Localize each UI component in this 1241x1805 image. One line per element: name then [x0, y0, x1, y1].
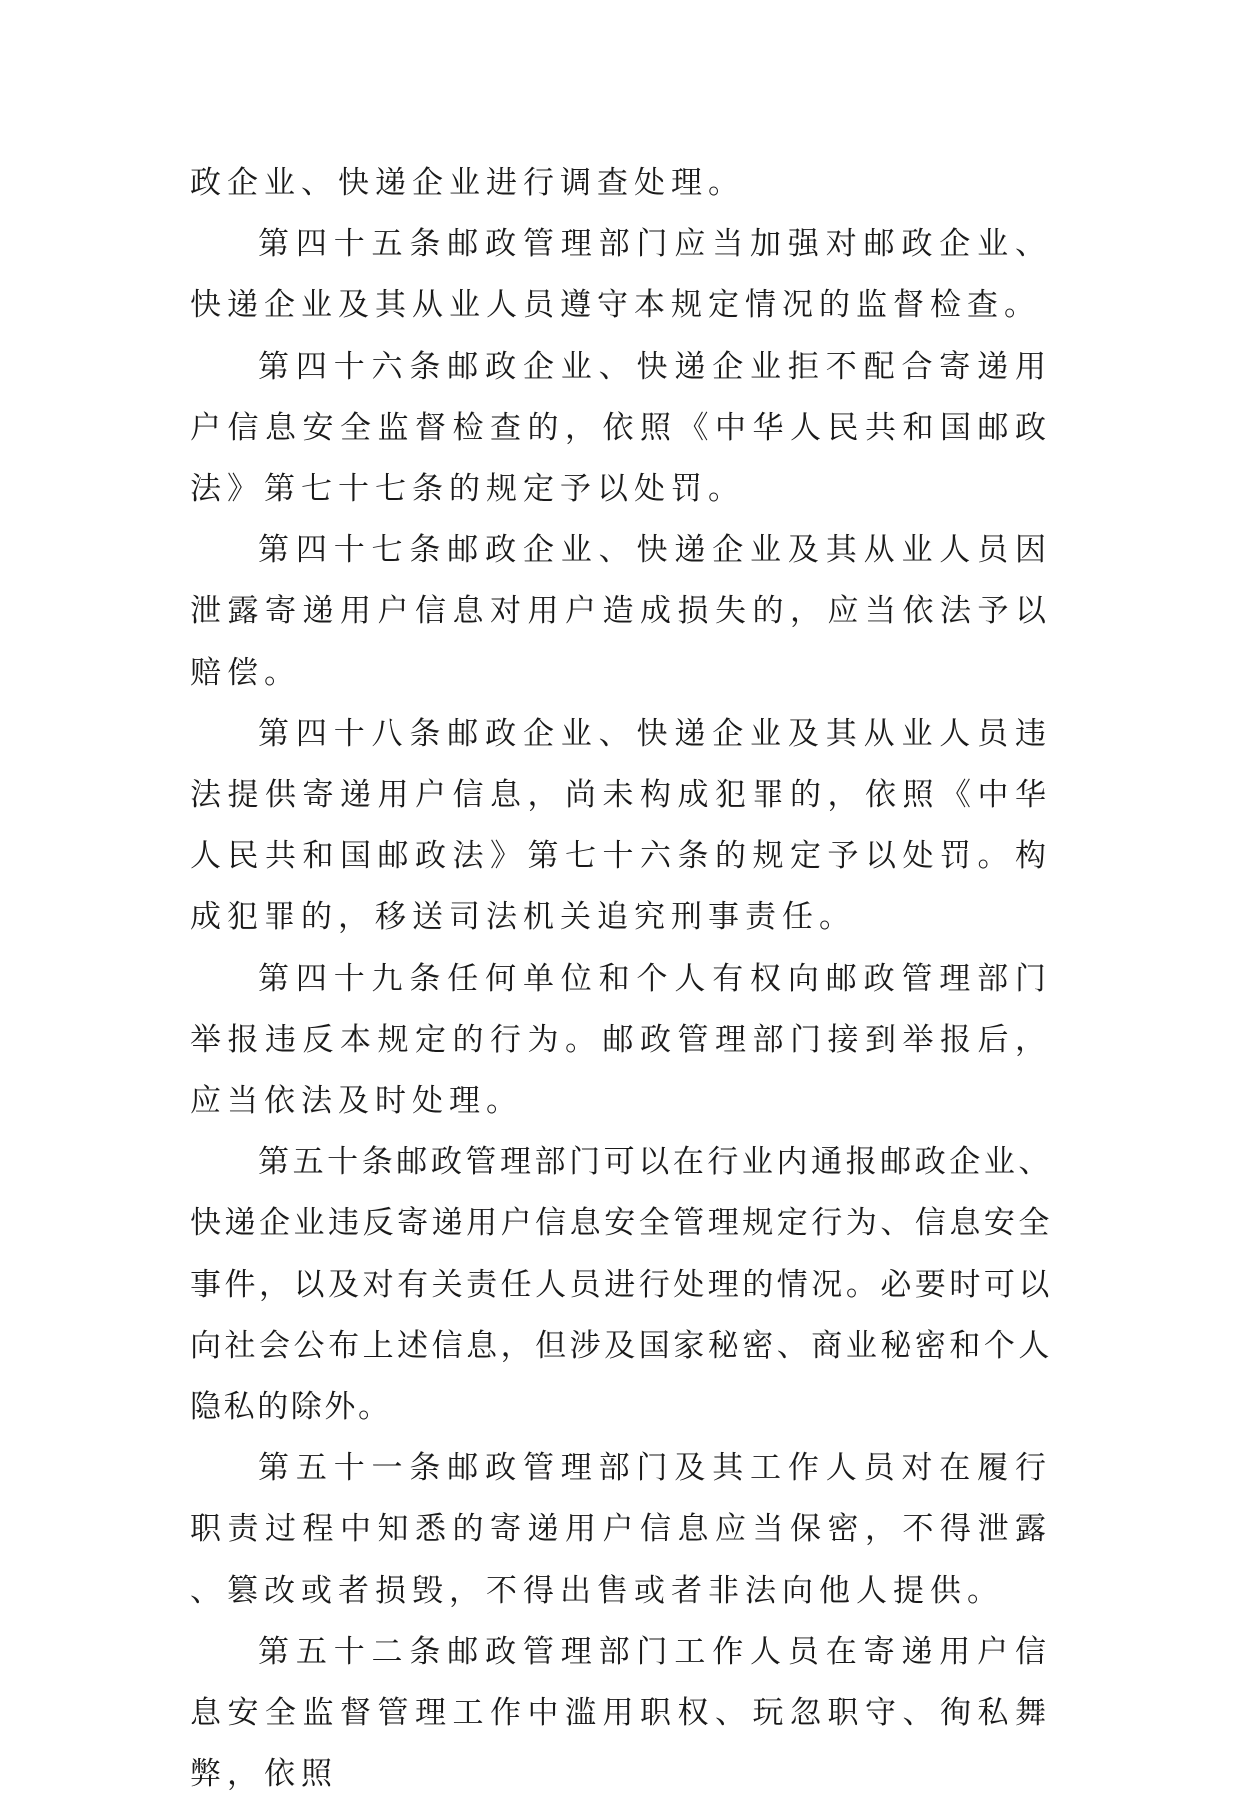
- article-50-paragraph: 第五十条邮政管理部门可以在行业内通报邮政企业、快递企业违反寄递用户信息安全管理规定行为、信息安全事件，以及对有关责任人员进行处理的情况。必要时可以向社会公布上述信息，但涉及国家秘密、商业秘密和个人隐私的除外。: [190, 1144, 1052, 1426]
- article-52-paragraph: 第五十二条邮政管理部门工作人员在寄递用户信息安全监督管理工作中滥用职权、玩忽职守、徇私舞弊，依照: [190, 1633, 1052, 1793]
- article-48-paragraph: 第四十八条邮政企业、快递企业及其从业人员违法提供寄递用户信息，尚未构成犯罪的，依照《中华人民共和国邮政法》第七十六条的规定予以处罚。构成犯罪的，移送司法机关追究刑事责任。: [190, 715, 1052, 936]
- article-51-paragraph: 第五十一条邮政管理部门及其工作人员对在履行职责过程中知悉的寄递用户信息应当保密，不得泄露、篡改或者损毁，不得出售或者非法向他人提供。: [190, 1450, 1052, 1609]
- article-49-paragraph: 第四十九条任何单位和个人有权向邮政管理部门举报违反本规定的行为。邮政管理部门接到举报后，应当依法及时处理。: [190, 960, 1052, 1120]
- document-body: [190, 153, 1052, 1805]
- paragraph-continuation: 政企业、快递企业进行调查处理。: [190, 165, 745, 201]
- article-47-paragraph: 第四十七条邮政企业、快递企业及其从业人员因泄露寄递用户信息对用户造成损失的，应当依法予以赔偿。: [190, 532, 1052, 691]
- article-45-paragraph: 第四十五条邮政管理部门应当加强对邮政企业、快递企业及其从业人员遵守本规定情况的监督检查。: [190, 226, 1052, 324]
- article-46-paragraph: 第四十六条邮政企业、快递企业拒不配合寄递用户信息安全监督检查的，依照《中华人民共和国邮政法》第七十七条的规定予以处罚。: [190, 348, 1052, 508]
